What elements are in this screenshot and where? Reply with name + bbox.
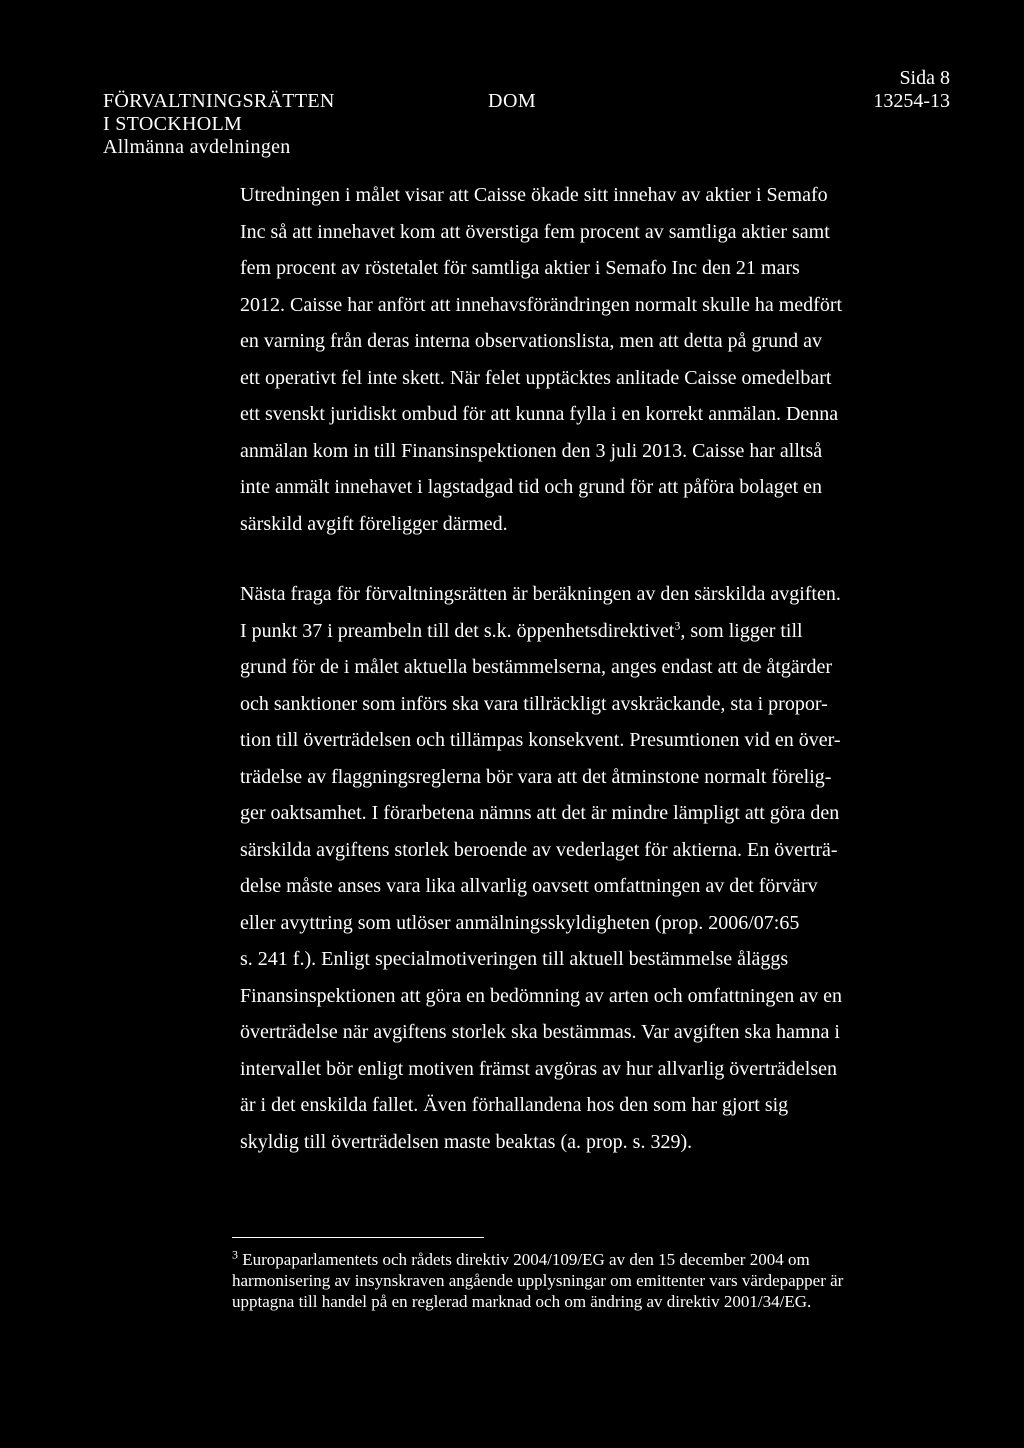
paragraph-1 — [240, 177, 880, 542]
paragraph-line: ger oaktsamhet. I förarbetena nämns att det är mindre lämpligt att göra den — [240, 802, 840, 824]
paragraph-line: ett operativt fel inte skett. När felet upptäcktes anlitade Caisse omedelbart — [240, 366, 832, 389]
paragraph-line: Finansinspektionen att göra en bedömning av arten och omfattningen av en — [240, 984, 843, 1007]
footnote-line: upptagna till handel på en reglerad marknad och om ändring av direktiv 2001/34/EG. — [232, 1292, 812, 1311]
text-before-footnote-ref: I punkt 37 i preambeln till det s.k. öppenhetsdirektivet — [240, 619, 675, 642]
case-number: 13254-13 — [873, 90, 950, 112]
court-division: Allmänna avdelningen — [103, 136, 291, 158]
paragraph-line: eller avyttring som utlöser anmälningsskyldigheten (prop. 2006/07:65 — [240, 911, 800, 934]
footnote — [232, 1249, 882, 1312]
footnote-marker: 3 — [232, 1247, 238, 1262]
paragraph-line: inte anmält innehavet i lagstadgad tid och grund för att påföra bolaget en — [240, 476, 823, 498]
court-header — [103, 90, 335, 159]
paragraph-line: trädelse av flaggningsreglerna bör vara att det åtminstone normalt förelig- — [240, 765, 832, 788]
paragraph-line: anmälan kom in till Finansinspektionen den 3 juli 2013. Caisse har alltså — [240, 439, 823, 462]
paragraph-line: är i det enskilda fallet. Även förhallandena hos den som har gjort sig — [240, 1094, 789, 1116]
court-name: FÖRVALTNINGSRÄTTEN — [103, 90, 335, 112]
paragraph-line: intervallet bör enligt motiven främst avgöras av hur allvarlig överträdelsen — [240, 1057, 838, 1080]
paragraph-line: skyldig till överträdelsen maste beaktas (a. prop. s. 329). — [240, 1130, 693, 1153]
paragraph-line: 2012. Caisse har anfört att innehavsförändringen normalt skulle ha medfört — [240, 293, 843, 316]
footnote-line — [232, 1249, 882, 1270]
paragraph-line: en varning från deras interna observationslista, men att detta på grund av — [240, 330, 823, 352]
footnote-separator — [232, 1237, 484, 1238]
paragraph-line: särskild avgift föreligger därmed. — [240, 512, 508, 535]
paragraph-line: fem procent av röstetalet för samtliga aktier i Semafo Inc den 21 mars — [240, 257, 800, 279]
page-number: Sida 8 — [899, 67, 950, 89]
page-reference — [873, 67, 950, 113]
footnote-text: Europaparlamentets och rådets direktiv 2004/109/EG av den 15 december 2004 om — [238, 1250, 810, 1269]
footnote-reference[interactable]: 3 — [674, 617, 681, 632]
court-city: I STOCKHOLM — [103, 113, 243, 135]
text-after-footnote-ref: , som ligger till — [680, 619, 803, 642]
paragraph-line: s. 241 f.). Enligt specialmotiveringen till aktuell bestämmelse åläggs — [240, 948, 789, 970]
paragraph-line: Nästa fraga för förvaltningsrätten är beräkningen av den särskilda avgiften. — [240, 583, 841, 605]
document-type: DOM — [488, 90, 537, 112]
footnote-line: harmonisering av insynskraven angående upplysningar om emittenter vars värdepapper är — [232, 1271, 844, 1290]
paragraph-line: särskilda avgiftens storlek beroende av vederlaget för aktierna. En överträ- — [240, 838, 838, 861]
paragraph-line: grund för de i målet aktuella bestämmelserna, anges endast att de åtgärder — [240, 656, 832, 678]
paragraph-line: Inc så att innehavet kom att överstiga fem procent av samtliga aktier samt — [240, 220, 830, 243]
paragraph-line-with-footnote — [240, 613, 880, 650]
paragraph-line: tion till överträdelsen och tillämpas konsekvent. Presumtionen vid en över- — [240, 729, 841, 751]
paragraph-2 — [240, 576, 880, 1160]
paragraph-line: delse måste anses vara lika allvarlig oavsett omfattningen av det förvärv — [240, 875, 818, 897]
paragraph-line: överträdelse när avgiftens storlek ska bestämmas. Var avgiften ska hamna i — [240, 1021, 840, 1043]
paragraph-line: Utredningen i målet visar att Caisse ökade sitt innehav av aktier i Semafo — [240, 184, 828, 206]
paragraph-line: ett svenskt juridiskt ombud för att kunna fylla i en korrekt anmälan. Denna — [240, 403, 839, 425]
paragraph-line: och sanktioner som införs ska vara tillräckligt avskräckande, sta i propor- — [240, 692, 828, 715]
